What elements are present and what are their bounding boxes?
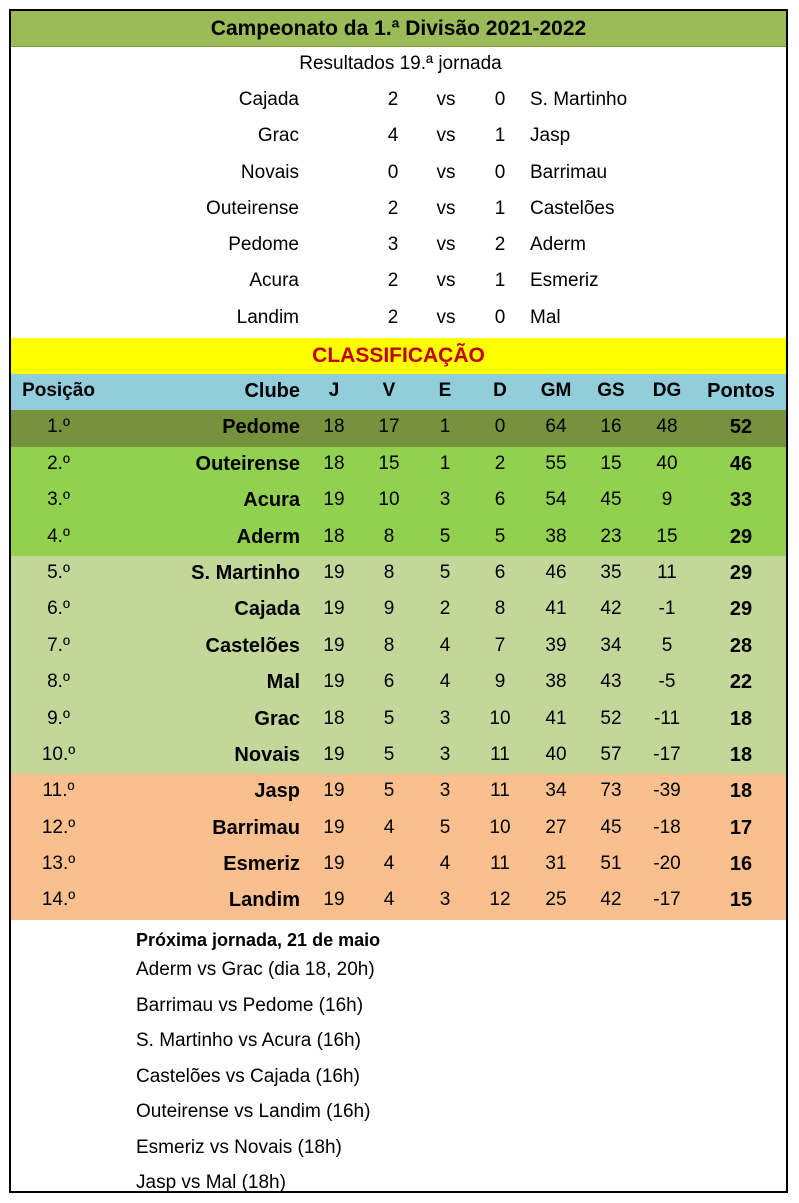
- cell-wins: 4: [383, 853, 395, 875]
- cell-goal-diff: -5: [658, 671, 676, 693]
- results-subtitle: Resultados 19.ª jornada: [299, 53, 502, 74]
- cell-draws: 1: [439, 452, 451, 474]
- cell-points: 29: [729, 525, 753, 548]
- cell-wins: 9: [383, 598, 395, 620]
- next-round-match: Jasp vs Mal (18h): [136, 1172, 286, 1193]
- cell-club: Outeirense: [195, 452, 300, 475]
- table-body: [11, 410, 786, 919]
- header-goal-diff: DG: [652, 380, 682, 401]
- cell-goals-against: 52: [600, 707, 622, 729]
- cell-position: 2.º: [47, 452, 70, 474]
- cell-club: Acura: [243, 489, 300, 512]
- result-vs: vs: [436, 161, 456, 183]
- result-away-team: Barrimau: [530, 161, 608, 183]
- cell-draws: 3: [439, 743, 451, 765]
- cell-losses: 10: [489, 816, 511, 838]
- result-away-team: Esmeriz: [530, 270, 599, 292]
- cell-losses: 12: [489, 889, 511, 911]
- result-vs: vs: [436, 270, 456, 292]
- result-home-goals: 2: [387, 270, 399, 292]
- cell-goal-diff: -11: [653, 707, 681, 729]
- cell-wins: 4: [383, 889, 395, 911]
- cell-points: 18: [729, 780, 753, 803]
- cell-club: Cajada: [234, 598, 300, 621]
- cell-wins: 15: [378, 452, 400, 474]
- cell-position: 12.º: [41, 816, 76, 838]
- cell-goal-diff: -20: [653, 853, 681, 875]
- cell-goal-diff: 40: [656, 452, 678, 474]
- result-home-goals: 2: [387, 197, 399, 219]
- cell-goals-against: 51: [600, 853, 622, 875]
- cell-games: 18: [323, 707, 345, 729]
- cell-games: 19: [323, 780, 345, 802]
- next-round-match: S. Martinho vs Acura (16h): [136, 1030, 361, 1051]
- cell-games: 19: [323, 489, 345, 511]
- cell-goals-against: 45: [600, 816, 622, 838]
- result-home-team: Novais: [240, 161, 299, 183]
- cell-goals-against: 43: [600, 671, 622, 693]
- result-row: [11, 192, 786, 228]
- cell-losses: 9: [494, 671, 506, 693]
- result-vs: vs: [436, 306, 456, 328]
- next-round-title: Próxima jornada, 21 de maio: [136, 930, 381, 950]
- result-home-goals: 4: [387, 125, 399, 147]
- cell-goal-diff: 48: [656, 416, 678, 438]
- cell-points: 17: [729, 816, 753, 839]
- cell-club: Landim: [228, 889, 300, 912]
- results-list: [11, 83, 786, 337]
- cell-points: 28: [729, 634, 753, 657]
- result-home-team: Acura: [249, 270, 299, 292]
- cell-goals-for: 40: [545, 743, 567, 765]
- result-home-goals: 2: [387, 306, 399, 328]
- cell-games: 19: [323, 853, 345, 875]
- cell-draws: 3: [439, 889, 451, 911]
- cell-losses: 0: [494, 416, 506, 438]
- table-row: [11, 738, 786, 774]
- cell-draws: 5: [439, 816, 451, 838]
- table-row: [11, 847, 786, 883]
- cell-goals-against: 23: [600, 525, 622, 547]
- next-round-match: Aderm vs Grac (dia 18, 20h): [136, 959, 375, 980]
- cell-goal-diff: 15: [656, 525, 678, 547]
- cell-points: 22: [729, 671, 753, 694]
- result-away-goals: 1: [494, 125, 506, 147]
- cell-points: 33: [729, 489, 753, 512]
- header-position: Posição: [22, 380, 95, 401]
- cell-points: 29: [729, 561, 753, 584]
- cell-games: 19: [323, 634, 345, 656]
- cell-points: 29: [729, 598, 753, 621]
- cell-points: 18: [729, 743, 753, 766]
- cell-draws: 1: [439, 416, 451, 438]
- result-home-team: Pedome: [228, 234, 299, 256]
- cell-draws: 3: [439, 780, 451, 802]
- cell-goals-for: 25: [545, 889, 567, 911]
- cell-wins: 4: [383, 816, 395, 838]
- result-away-team: Castelões: [530, 197, 615, 219]
- next-round-match: Esmeriz vs Novais (18h): [136, 1136, 342, 1158]
- cell-wins: 6: [383, 671, 395, 693]
- result-away-goals: 1: [494, 197, 506, 219]
- next-round: [136, 924, 776, 1193]
- header-club: Clube: [244, 380, 300, 402]
- table-row: [11, 592, 786, 628]
- cell-losses: 11: [490, 743, 510, 765]
- cell-club: Pedome: [222, 416, 300, 439]
- cell-losses: 8: [494, 598, 506, 620]
- header-wins: V: [382, 380, 396, 401]
- cell-goal-diff: 11: [657, 561, 677, 583]
- result-home-goals: 0: [387, 161, 399, 183]
- cell-wins: 8: [383, 561, 395, 583]
- cell-goals-for: 31: [545, 853, 567, 875]
- cell-club: Esmeriz: [223, 853, 300, 876]
- table-row: [11, 556, 786, 592]
- cell-goals-against: 16: [600, 416, 622, 438]
- cell-draws: 4: [439, 853, 451, 875]
- result-home-team: Outeirense: [206, 197, 299, 219]
- cell-position: 10.º: [41, 743, 76, 765]
- cell-goal-diff: -17: [653, 743, 681, 765]
- cell-wins: 5: [383, 743, 395, 765]
- result-away-goals: 0: [494, 161, 506, 183]
- cell-goals-for: 38: [545, 671, 567, 693]
- cell-goals-for: 41: [545, 707, 567, 729]
- result-away-team: S. Martinho: [530, 89, 628, 110]
- cell-club: Grac: [254, 707, 300, 730]
- cell-club: Novais: [234, 743, 300, 766]
- cell-position: 7.º: [47, 634, 70, 656]
- result-row: [11, 119, 786, 155]
- cell-games: 19: [323, 816, 345, 838]
- cell-position: 3.º: [47, 489, 70, 511]
- cell-draws: 2: [439, 598, 451, 620]
- result-away-team: Aderm: [530, 234, 586, 256]
- cell-points: 52: [729, 416, 753, 439]
- cell-wins: 17: [378, 416, 400, 438]
- cell-losses: 6: [494, 489, 506, 511]
- table-row: [11, 883, 786, 919]
- cell-position: 5.º: [47, 561, 70, 583]
- cell-club: S. Martinho: [191, 561, 300, 584]
- cell-wins: 5: [383, 707, 395, 729]
- header-games: J: [328, 380, 340, 401]
- cell-games: 19: [323, 743, 345, 765]
- cell-games: 18: [323, 452, 345, 474]
- championship-title: Campeonato da 1.ª Divisão 2021-2022: [11, 11, 786, 47]
- cell-club: Barrimau: [212, 816, 300, 839]
- cell-losses: 5: [494, 525, 506, 547]
- result-vs: vs: [436, 89, 456, 110]
- cell-draws: 3: [439, 489, 451, 511]
- result-home-team: Cajada: [238, 89, 299, 110]
- next-round-match: Barrimau vs Pedome (16h): [136, 994, 364, 1016]
- cell-draws: 4: [439, 634, 451, 656]
- cell-club: Jasp: [254, 780, 300, 803]
- cell-points: 16: [729, 853, 753, 876]
- header-goals-against: GS: [597, 380, 625, 401]
- result-away-goals: 2: [494, 234, 506, 256]
- cell-points: 15: [729, 889, 753, 912]
- table-row: [11, 774, 786, 810]
- cell-draws: 3: [439, 707, 451, 729]
- cell-losses: 10: [489, 707, 511, 729]
- classification-title: CLASSIFICAÇÃO: [11, 338, 786, 374]
- cell-goals-against: 42: [600, 598, 622, 620]
- result-row: [11, 301, 786, 337]
- result-vs: vs: [436, 125, 456, 147]
- table-header: [11, 374, 786, 410]
- result-away-goals: 0: [494, 306, 506, 328]
- cell-position: 4.º: [47, 525, 70, 547]
- cell-games: 18: [323, 525, 345, 547]
- cell-position: 13.º: [41, 853, 76, 875]
- cell-club: Mal: [266, 671, 300, 694]
- cell-goal-diff: 9: [661, 489, 673, 511]
- result-away-goals: 0: [494, 89, 506, 110]
- cell-club: Aderm: [236, 525, 300, 548]
- cell-goals-for: 55: [545, 452, 567, 474]
- cell-goal-diff: -39: [653, 780, 681, 802]
- next-round-list: [136, 952, 776, 1193]
- cell-draws: 5: [439, 525, 451, 547]
- cell-position: 9.º: [47, 707, 70, 729]
- cell-goals-for: 39: [545, 634, 567, 656]
- cell-goals-for: 46: [545, 561, 567, 583]
- cell-goal-diff: -18: [653, 816, 681, 838]
- cell-wins: 10: [378, 489, 400, 511]
- cell-wins: 5: [383, 780, 395, 802]
- cell-draws: 5: [439, 561, 451, 583]
- result-home-goals: 3: [387, 234, 399, 256]
- table-row: [11, 702, 786, 738]
- cell-points: 46: [729, 452, 753, 475]
- cell-games: 19: [323, 561, 345, 583]
- header-draws: E: [438, 380, 452, 401]
- table-row: [11, 629, 786, 665]
- table-row: [11, 665, 786, 701]
- cell-losses: 11: [490, 853, 510, 875]
- cell-games: 19: [323, 889, 345, 911]
- result-vs: vs: [436, 197, 456, 219]
- cell-games: 19: [323, 598, 345, 620]
- cell-goals-for: 54: [545, 489, 567, 511]
- cell-position: 11.º: [42, 780, 75, 802]
- result-home-team: Landim: [236, 306, 299, 328]
- result-away-goals: 1: [494, 270, 506, 292]
- table-row: [11, 410, 786, 446]
- cell-position: 14.º: [41, 889, 76, 911]
- cell-goals-for: 27: [545, 816, 567, 838]
- result-home-team: Grac: [257, 125, 299, 147]
- cell-goals-for: 34: [545, 780, 567, 802]
- result-row: [11, 83, 786, 119]
- header-points: Pontos: [707, 380, 775, 402]
- cell-goals-against: 15: [600, 452, 622, 474]
- cell-club: Castelões: [205, 634, 300, 657]
- cell-games: 18: [323, 416, 345, 438]
- cell-losses: 11: [490, 780, 510, 802]
- next-round-match: Castelões vs Cajada (16h): [136, 1065, 360, 1087]
- cell-goal-diff: -17: [653, 889, 681, 911]
- cell-wins: 8: [383, 634, 395, 656]
- cell-goal-diff: -1: [658, 598, 676, 620]
- cell-goals-against: 35: [600, 561, 622, 583]
- cell-position: 1.º: [47, 416, 70, 438]
- cell-games: 19: [323, 671, 345, 693]
- next-round-match: Outeirense vs Landim (16h): [136, 1101, 371, 1122]
- result-away-team: Jasp: [530, 125, 571, 147]
- cell-goals-for: 64: [545, 416, 567, 438]
- result-row: [11, 228, 786, 264]
- result-row: [11, 264, 786, 300]
- cell-goals-for: 38: [545, 525, 567, 547]
- cell-losses: 2: [494, 452, 506, 474]
- table-row: [11, 483, 786, 519]
- header-goals-for: GM: [540, 380, 572, 401]
- table-row: [11, 811, 786, 847]
- cell-goals-against: 45: [600, 489, 622, 511]
- cell-goals-against: 73: [600, 780, 622, 802]
- table-row: [11, 520, 786, 556]
- cell-losses: 7: [494, 634, 506, 656]
- table-row: [11, 447, 786, 483]
- cell-position: 8.º: [47, 671, 70, 693]
- cell-goals-against: 57: [600, 743, 622, 765]
- cell-goals-against: 42: [600, 889, 622, 911]
- cell-goals-for: 41: [545, 598, 567, 620]
- cell-position: 6.º: [47, 598, 70, 620]
- result-vs: vs: [436, 234, 456, 256]
- cell-goal-diff: 5: [661, 634, 673, 656]
- cell-draws: 4: [439, 671, 451, 693]
- header-losses: D: [493, 380, 507, 401]
- standings-sheet: [9, 9, 788, 1193]
- cell-goals-against: 34: [600, 634, 622, 656]
- cell-wins: 8: [383, 525, 395, 547]
- result-away-team: Mal: [530, 306, 561, 328]
- cell-points: 18: [729, 707, 753, 730]
- standings-table: [11, 374, 786, 920]
- result-home-goals: 2: [387, 89, 399, 110]
- result-row: [11, 156, 786, 192]
- cell-losses: 6: [494, 561, 506, 583]
